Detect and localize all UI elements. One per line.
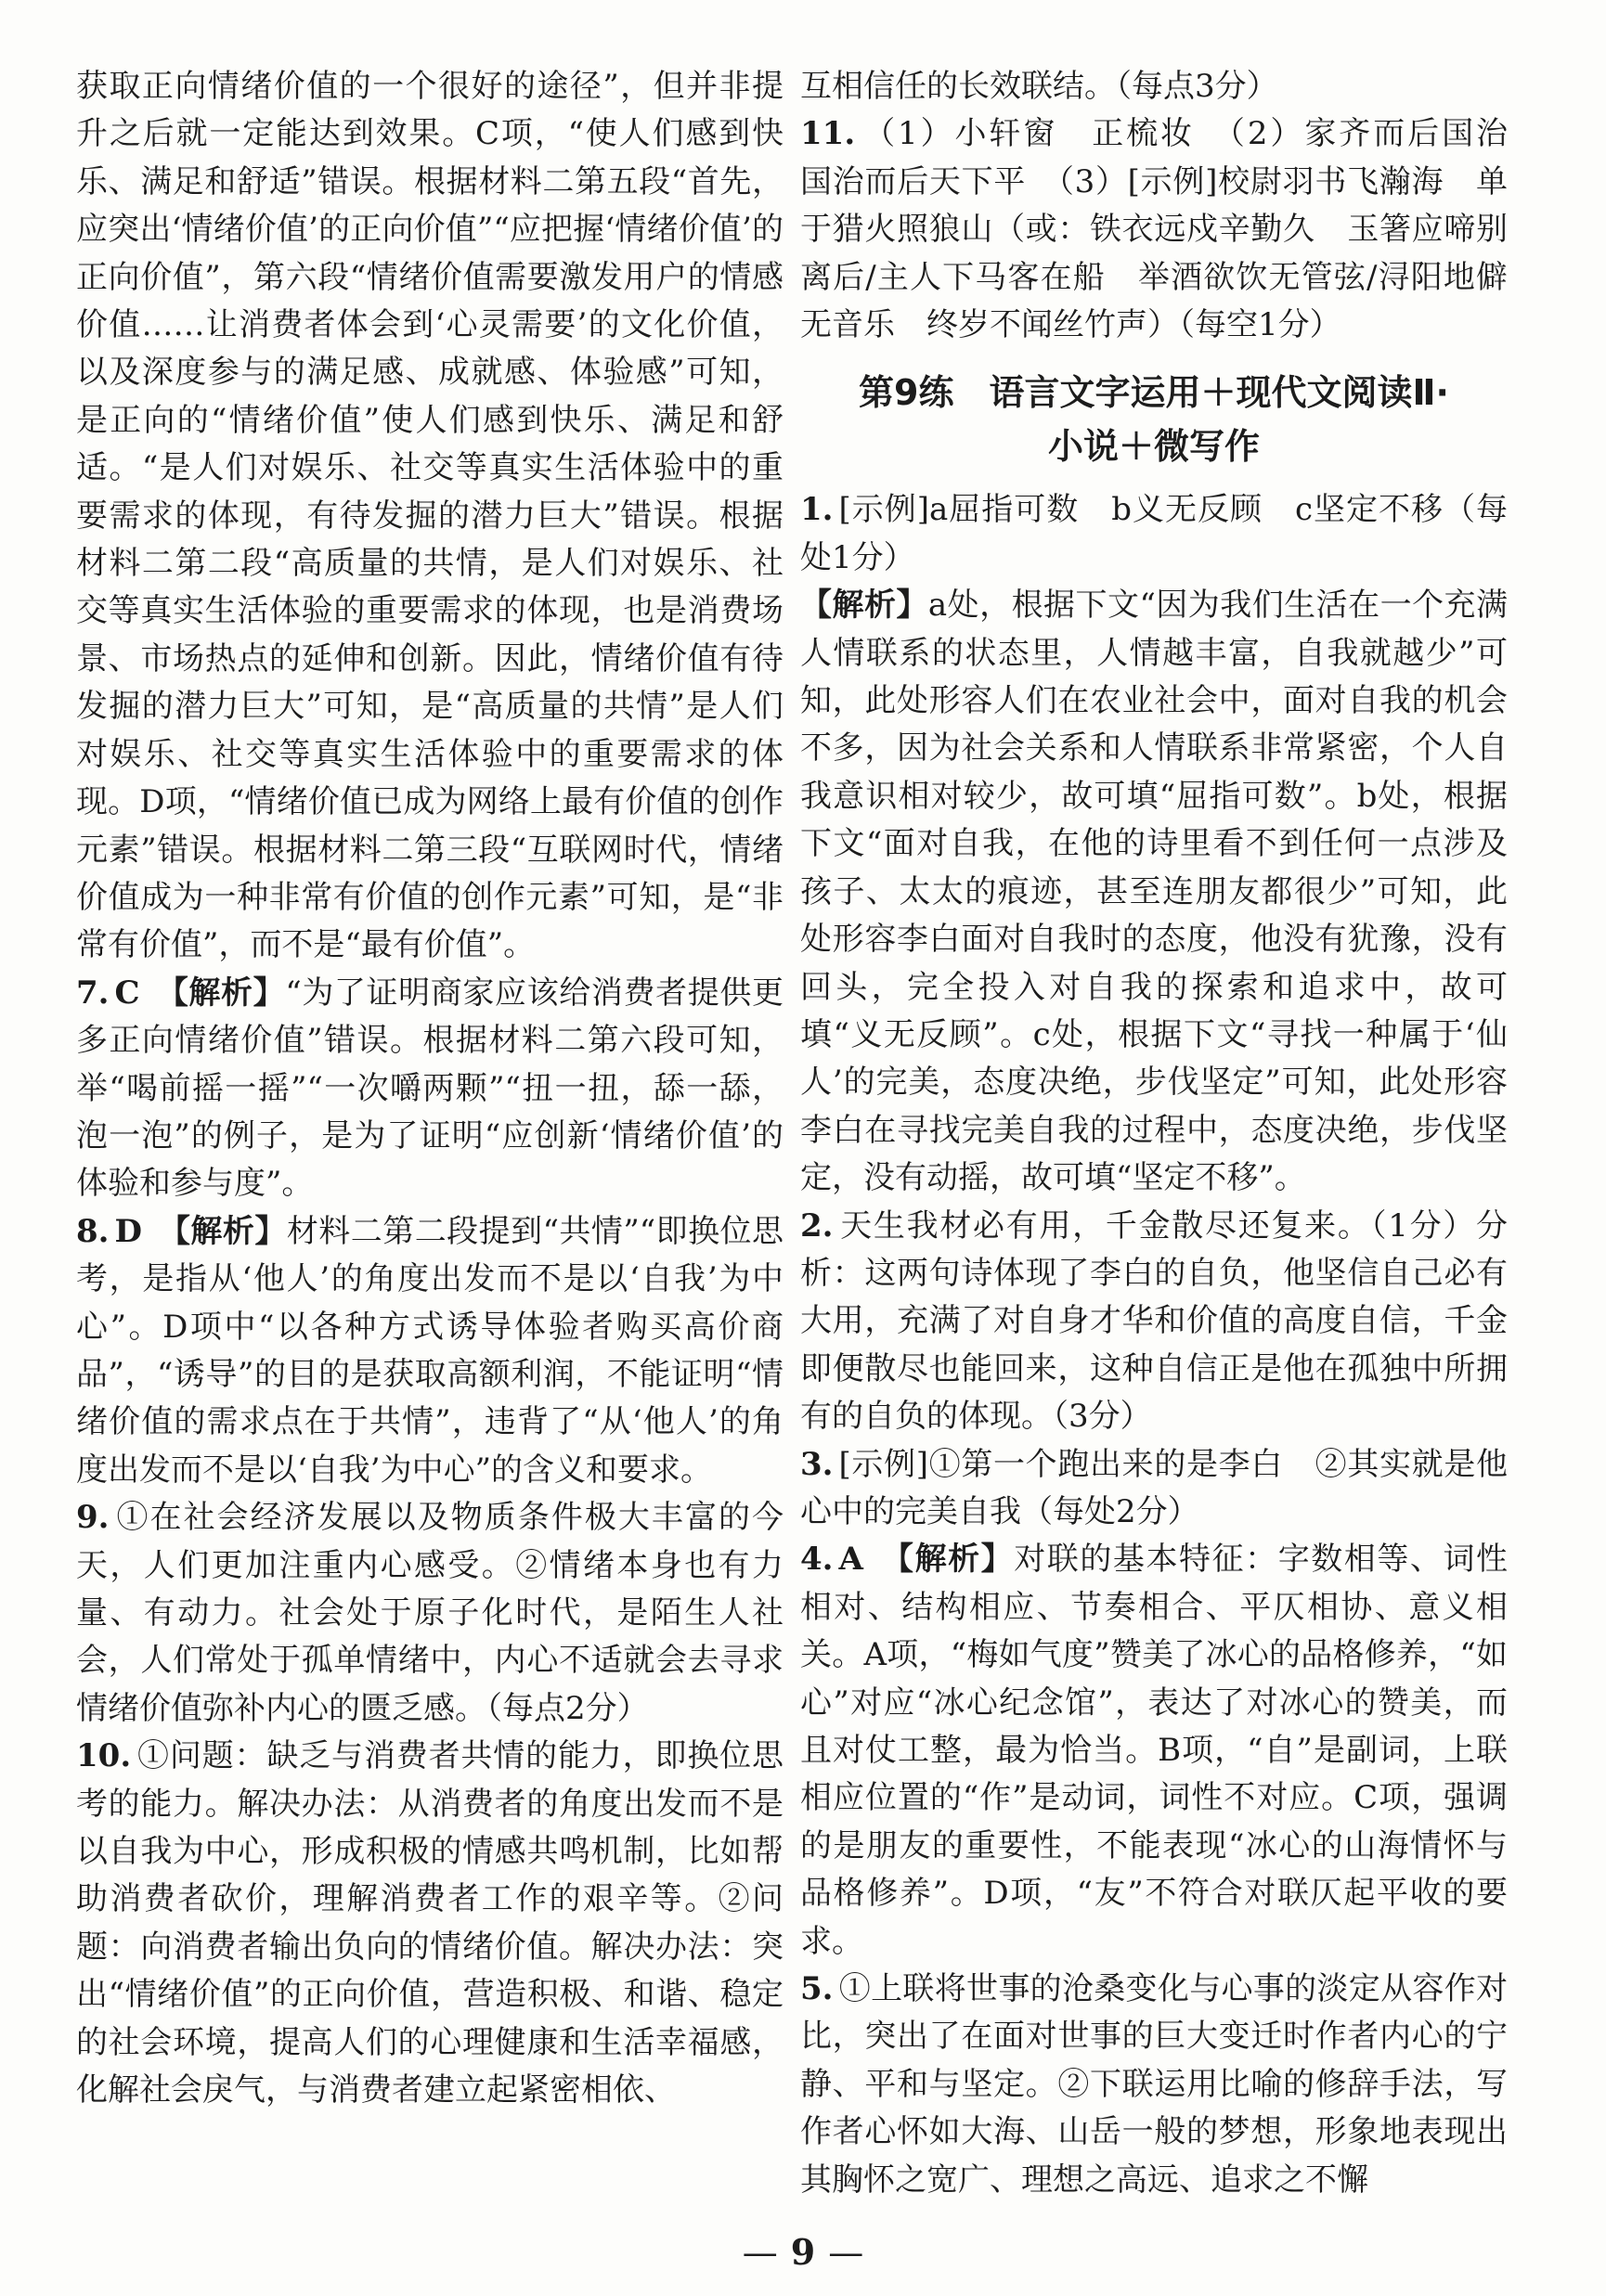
question-number: 8. xyxy=(76,1212,110,1250)
page-dash-left: — xyxy=(742,2232,778,2273)
continued-paragraph: 获取正向情绪价值的一个很好的途径”，但并非提升之后就一定能达到效果。C项，“使人们感到快乐、满足和舒适”错误。根据材料二第五段“首先，应突出‘情绪价值’的正向价值”“应把握‘情绪价值’的正向价值”，第六段“情绪价值需要激发用户的情感价值……让消费者体会到‘心灵需要’的文化价值，以及深度参与的满足感、成就感、体验感”可知，是正向的“情绪价值”使人们感到快乐、满足和舒适。“是人们对娱乐、社交等真实生活体验中的重要需求的体现，有待发掘的潜力巨大”错误。根据材料二第二段“高质量的共情，是人们对娱乐、社交等真实生活体验的重要需求的体现，也是消费场景、市场热点的延伸和创新。因此，情绪价值有待发掘的潜力巨大”可知，是“高质量的共情”是人们对娱乐、社交等真实生活体验中的重要需求的体现。D项，“情绪价值已成为网络上最有价值的创作元素”错误。根据材料二第三段“互联网时代，情绪价值成为一种非常有价值的创作元素”可知，是“非常有价值”，而不是“最有价值”。 xyxy=(76,68,784,964)
page-dash-right: — xyxy=(828,2232,864,2273)
answer-text: [示例]①第一个跑出来的是李白 ②其实就是他心中的完美自我（每处2分） xyxy=(800,1445,1508,1530)
answer-choice: D xyxy=(114,1212,142,1250)
answer-text: [示例]a屈指可数 b义无反顾 c坚定不移（每处1分） xyxy=(800,491,1508,576)
continued-paragraph: 互相信任的长效联结。（每点3分） xyxy=(800,68,1278,105)
answer-1-analysis xyxy=(800,582,1508,1202)
answer-text: 材料二第二段提到“共情”“即换位思考，是指从‘他人’的角度出发而不是以‘自我’为中心”。D项中“以各种方式诱导体验者购买高价商品”，“诱导”的目的是获取高额利润，不能证明“情绪价值的需求点在于共情”，违背了“从‘他人’的角度出发而不是以‘自我’为中心”的含义和要求。 xyxy=(76,1212,784,1489)
question-number: 11. xyxy=(800,115,856,153)
answer-text: （1）小轩窗 正梳妆 （2）家齐而后国治 国治而后天下平 （3）[示例]校尉羽书飞瀚海 单于猎火照狼山（或：铁衣远戍辛勤久 玉箸应啼别离后/主人下马客在船 举酒欲饮无管弦/浔阳地僻无音乐 终岁不闻丝竹声）（每空1分） xyxy=(800,115,1539,344)
question-number: 10. xyxy=(76,1737,132,1775)
analysis-tag: 【解析】 xyxy=(800,587,928,625)
left-column xyxy=(76,63,784,2114)
analysis-tag: 【解析】 xyxy=(174,1212,287,1250)
answer-4 xyxy=(800,1536,1508,1966)
answer-text: “为了证明商家应该给消费者提供更多正向情绪价值”错误。根据材料二第六段可知，举“喝前摇一摇”“一次嚼两颗”“扭一扭，舔一舔，泡一泡”的例子，是为了证明“应创新‘情绪价值’的体验和参与度”。 xyxy=(76,974,784,1203)
section-title xyxy=(800,366,1508,473)
answer-text: 天生我材必有用，千金散尽还复来。（1分）分析：这两句诗体现了李白的自负，他坚信自己必有大用，充满了对自身才华和价值的高度自信，千金即便散尽也能回来，这种自信正是他在孤独中所拥有的自负的体现。（3分） xyxy=(800,1206,1508,1436)
answer-5 xyxy=(800,1966,1508,2204)
page-number-value: 9 xyxy=(790,2231,816,2273)
question-number: 3. xyxy=(800,1445,834,1483)
answer-10 xyxy=(76,1733,784,2114)
answer-11 xyxy=(800,110,1539,349)
answer-7 xyxy=(76,970,784,1208)
analysis-tag: 【解析】 xyxy=(172,974,286,1012)
right-column xyxy=(800,63,1539,2204)
answer-8 xyxy=(76,1208,784,1494)
question-number: 1. xyxy=(800,491,834,529)
answer-choice: C xyxy=(114,974,140,1012)
answer-choice: A xyxy=(838,1541,863,1579)
answer-text: ①问题：缺乏与消费者共情的能力，即换位思考的能力。解决办法：从消费者的角度出发而不是以自我为中心，形成积极的情感共鸣机制，比如帮助消费者砍价，理解消费者工作的艰辛等。②问题：向消费者输出负向的情绪价值。解决办法：突出“情绪价值”的正向价值，营造积极、和谐、稳定的社会环境，提高人们的心理健康和生活幸福感，化解社会戾气，与消费者建立起紧密相依、 xyxy=(76,1737,784,2109)
question-number: 5. xyxy=(800,1970,834,2008)
answer-text: 对联的基本特征：字数相等、词性相对、结构相应、节奏相合、平仄相协、意义相关。A项，“梅如气度”赞美了冰心的品格修养，“如心”对应“冰心纪念馆”，表达了对冰心的赞美，而且对仗工整，最为恰当。B项，“自”是副词，上联相应位置的“作”是动词，词性不对应。C项，强调的是朋友的重要性，不能表现“冰心的山海情怀与品格修养”。D项，“友”不符合对联仄起平收的要求。 xyxy=(800,1541,1509,1960)
answer-9 xyxy=(76,1494,784,1733)
analysis-text: a处，根据下文“因为我们生活在一个充满人情联系的状态里，人情越丰富，自我就越少”可知，此处形容人们在农业社会中，面对自我的机会不多，因为社会关系和人情联系非常紧密，个人自我意识相对较少，故可填“屈指可数”。b处，根据下文“面对自我，在他的诗里看不到任何一点涉及孩子、太太的痕迹，甚至连朋友都很少”可知，此处形容李白面对自我时的态度，他没有犹豫，没有回头，完全投入对自我的探索和追求中，故可填“义无反顾”。c处，根据下文“寻找一种属于‘仙人’的完美，态度决绝，步伐坚定”可知，此处形容李白在寻找完美自我的过程中，态度决绝，步伐坚定，没有动摇，故可填“坚定不移”。 xyxy=(800,587,1509,1197)
answer-1 xyxy=(800,486,1508,582)
answer-3 xyxy=(800,1441,1508,1537)
question-number: 9. xyxy=(76,1499,110,1537)
section-title-line-1: 第9练 语言文字运用＋现代文阅读Ⅱ· xyxy=(859,372,1449,414)
answer-text: ①在社会经济发展以及物质条件极大丰富的今天，人们更加注重内心感受。②情绪本身也有力量、有动力。社会处于原子化时代，是陌生人社会，人们常处于孤单情绪中，内心不适就会去寻求情绪价值弥补内心的匮乏感。（每点2分） xyxy=(76,1499,784,1727)
question-number: 7. xyxy=(76,974,110,1012)
question-number: 2. xyxy=(800,1206,834,1245)
page-number xyxy=(0,2231,1606,2273)
question-number: 4. xyxy=(800,1541,834,1579)
answer-2 xyxy=(800,1203,1508,1441)
analysis-tag: 【解析】 xyxy=(898,1541,1015,1579)
answer-text: ①上联将世事的沧桑变化与心事的淡定从容作对比，突出了在面对世事的巨大变迁时作者内心的宁静、平和与坚定。②下联运用比喻的修辞手法，写作者心怀如大海、山岳一般的梦想，形象地表现出其胸怀之宽广、理想之高远、追求之不懈 xyxy=(800,1970,1508,2199)
section-title-line-2: 小说＋微写作 xyxy=(1047,426,1260,468)
